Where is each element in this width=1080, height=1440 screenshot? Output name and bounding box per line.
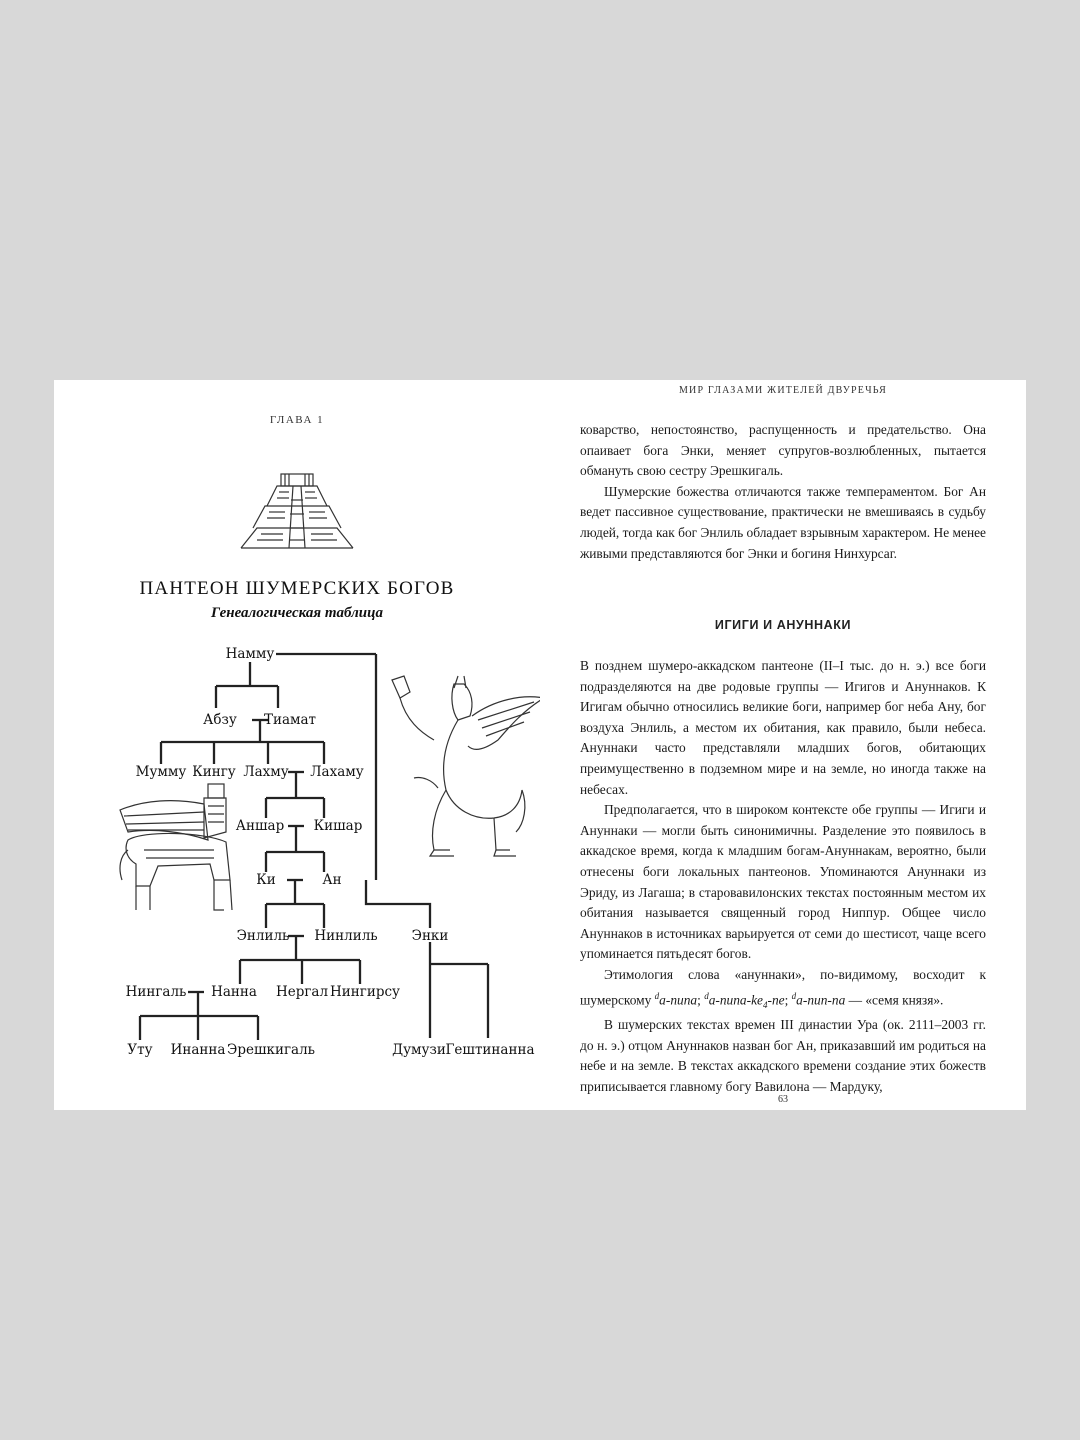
tree-node-nanna: Нанна bbox=[211, 984, 257, 1000]
para5-sep-2: ; bbox=[784, 991, 792, 1007]
tree-node-geshtinanna: Гештинанна bbox=[445, 1042, 535, 1058]
chapter-label: ГЛАВА 1 bbox=[269, 414, 325, 426]
right-page bbox=[540, 380, 1026, 1110]
running-head: МИР ГЛАЗАМИ ЖИТЕЛЕЙ ДВУРЕЧЬЯ bbox=[678, 385, 888, 396]
tree-node-kishar: Кишар bbox=[313, 818, 363, 834]
book-spread bbox=[54, 380, 1026, 1110]
genealogy-tree bbox=[54, 380, 540, 1110]
tree-node-kingu: Кингу bbox=[192, 764, 236, 780]
body-text-top bbox=[580, 420, 986, 564]
para5-term-3: a-nun-na bbox=[796, 991, 846, 1007]
para5-term-1: a-nuna bbox=[659, 991, 698, 1007]
lamassu-illustration bbox=[120, 784, 232, 910]
tree-node-abzu: Абзу bbox=[203, 712, 237, 728]
para5-sup-3: d bbox=[791, 990, 797, 1001]
para5-sep-1: ; bbox=[697, 991, 705, 1007]
para5-text-start: Этимология слова «ануннаки», по-видимому, восходит к шумерскому bbox=[580, 966, 986, 1007]
paragraph-2: Шумерские божества отличаются также темпераментом. Бог Ан ведет пассивное существование, практически не вмешиваясь в судьбу людей, тогда как бог Энлиль обладает взрывным характером. Не менее живыми представляются бог Энки и богиня Нинхурсаг. bbox=[580, 483, 986, 561]
para5-text-end: — «семя князя». bbox=[845, 991, 944, 1007]
paragraph-6: В шумерских текстах времен III династии Ура (ок. 2111–2003 гг. до н. э.) отцом Ануннаков назван бог Ан, приказавший им родиться на небе и на земле. В текстах аккадского времени создание этих божеств приписывается главному богу Вавилона — Мардуку, bbox=[580, 1017, 986, 1095]
tree-node-inanna: Инанна bbox=[170, 1042, 226, 1058]
tree-node-anshar: Аншар bbox=[235, 818, 285, 834]
tree-node-ningal: Нингаль bbox=[125, 984, 187, 1000]
para5-subscript: 4 bbox=[762, 999, 768, 1010]
left-page bbox=[54, 380, 540, 1110]
griffin-illustration bbox=[392, 676, 540, 856]
paragraph-4: Предполагается, что в широком контексте обе группы — Игиги и Ануннаки — могли быть синонимичны. Разделение это появилось в аккадское время, когда к младшим богам-Ануннакам, вероятно, были отнесены боги локальных пантеонов. Упоминаются Ануннаки из Эриду, из Лагаша; в старовавилонских текстах постоянным местом их обитания называется священный город Ниппур. Общее число Ануннаков в источниках варьируется от семи до шестисот, чаще всего упоминается пятьдесят богов. bbox=[580, 802, 986, 962]
tree-node-ereshkigal: Эрешкигаль bbox=[227, 1042, 315, 1058]
tree-node-enlil: Энлиль bbox=[236, 928, 290, 944]
tree-node-ninlil: Нинлиль bbox=[314, 928, 378, 944]
tree-node-nergal: Нергал bbox=[275, 984, 329, 1000]
tree-node-an: Ан bbox=[322, 872, 342, 888]
tree-node-tiamat: Тиамат bbox=[263, 712, 317, 728]
body-text-section bbox=[580, 656, 986, 1098]
paragraph-5 bbox=[580, 965, 986, 1015]
tree-node-nammu: Намму bbox=[225, 646, 275, 662]
pantheon-title: ПАНТЕОН ШУМЕРСКИХ БОГОВ bbox=[139, 578, 455, 599]
tree-node-lahamu: Лахаму bbox=[310, 764, 364, 780]
para5-sup-2: d bbox=[704, 990, 709, 1001]
paragraph-1: коварство, непостоянство, распущенность и предательство. Она опаивает бога Энки, меняет супругов-возлюбленных, пытается обмануть свою сестру Эрешкигаль. bbox=[580, 422, 986, 479]
tree-node-enki: Энки bbox=[411, 928, 449, 944]
tree-node-ki: Ки bbox=[256, 872, 276, 888]
tree-node-lahmu: Лахму bbox=[243, 764, 289, 780]
para5-sup-1: d bbox=[654, 990, 660, 1001]
para5-term-2b: -ne bbox=[767, 991, 785, 1007]
pantheon-subtitle: Генеалогическая таблица bbox=[211, 605, 383, 621]
section-heading: ИГИГИ И АНУННАКИ bbox=[714, 618, 852, 632]
paragraph-3: В позднем шумеро-аккадском пантеоне (II–I тыс. до н. э.) все боги подразделяются на две родовые группы — Игигов и Ануннаков. К Игигам обычно относились великие боги, например бог неба Ану, бог воздуха Энлиль, а местом их обитания, как правило, были небеса. Ануннаки часто представляли младших богов, обитающих преимущественно в подземном мире и на земле, но иногда также на небесах. bbox=[580, 658, 986, 797]
page-number: 63 bbox=[778, 1094, 788, 1105]
tree-node-utu: Уту bbox=[127, 1042, 153, 1058]
tree-node-mummu: Мумму bbox=[135, 764, 187, 780]
tree-node-ningirsu: Нингирсу bbox=[330, 984, 400, 1000]
tree-node-dumuzi: Думузи bbox=[392, 1042, 446, 1058]
para5-term-2a: a-nuna-ke bbox=[708, 991, 763, 1007]
